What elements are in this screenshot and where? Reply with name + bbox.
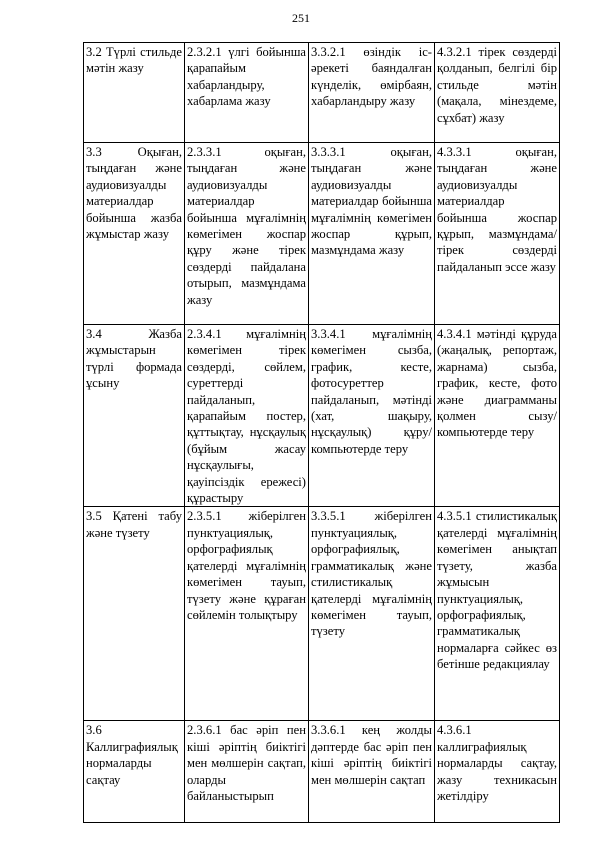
table-row: [84, 43, 560, 143]
objective-cell: 3.2 Түрлі стильде мәтін жазу: [84, 43, 185, 143]
grade-2-cell: 2.3.5.1 жіберілген пунктуациялық, орфографиялық қателерді мұғалімнің көмегімен тауып, түзету және құраған сөйлемін толықтыру: [185, 507, 309, 721]
grade-4-cell: 4.3.6.1 каллиграфиялық нормаларды сақтау, жазу техникасын жетілдіру: [435, 721, 560, 823]
grade-2-cell: 2.3.3.1 оқыған, тыңдаған және аудиовизуалды материалдар бойынша мұғалімнің көмегімен жоспар құру және тірек сөздерді пайдалана отырып, мазмұндама жазу: [185, 143, 309, 325]
grade-2-cell: 2.3.4.1 мұғалімнің көмегімен тірек сөздерді, сөйлем, суреттерді пайдаланып, қарапайым постер, құттықтау, нұсқаулық (бұйым жасау нұсқаулығы, қауіпсіздік ережесі) құрастыру: [185, 325, 309, 507]
grade-3-cell: 3.3.6.1 кең жолды дәптерде бас әріп пен кіші әріптің биіктігі мен мөлшерін сақтап: [309, 721, 435, 823]
grade-4-cell: 4.3.5.1 стилистикалық қателерді мұғалімнің көмегімен анықтап түзету, жазба жұмысын пунктуациялық, орфографиялық, грамматикалық нормаларға сәйкес өз бетінше редакциялау: [435, 507, 560, 721]
grade-3-cell: 3.3.2.1 өзіндік іс-әрекеті баяндалған күнделік, өмірбаян, хабарландыру жазу: [309, 43, 435, 143]
grade-2-cell: 2.3.2.1 үлгі бойынша қарапайым хабарландыру, хабарлама жазу: [185, 43, 309, 143]
objective-cell: 3.3 Оқыған, тыңдаған және аудиовизуалды материалдар бойынша жазба жұмыстар жазу: [84, 143, 185, 325]
table-row: [84, 325, 560, 507]
grade-3-cell: 3.3.5.1 жіберілген пунктуациялық, орфографиялық, грамматикалық және стилистикалық қателерді мұғалімнің көмегімен тауып, түзету: [309, 507, 435, 721]
table-row: [84, 721, 560, 823]
objective-cell: 3.5 Қатені табу және түзету: [84, 507, 185, 721]
objective-cell: 3.4 Жазба жұмыстарын түрлі формада ұсыну: [84, 325, 185, 507]
table-row: [84, 507, 560, 721]
page-number: 251: [292, 11, 310, 25]
objective-cell: 3.6 Каллиграфиялық нормаларды сақтау: [84, 721, 185, 823]
grade-4-cell: 4.3.4.1 мәтінді құруда (жаңалық, репортаж, жарнама) сызба, график, кесте, фото және диаграмманы қолмен сызу/компьютерде теру: [435, 325, 560, 507]
table-row: [84, 143, 560, 325]
curriculum-table: [83, 42, 560, 823]
grade-4-cell: 4.3.3.1 оқыған, тыңдаған және аудиовизуалды материалдар бойынша жоспар құрып, мазмұндама/ тірек сөздерді пайдаланып эссе жазу: [435, 143, 560, 325]
grade-2-cell: 2.3.6.1 бас әріп пен кіші әріптің биіктігі мен мөлшерін сақтап, оларды байланыстырып: [185, 721, 309, 823]
grade-3-cell: 3.3.4.1 мұғалімнің көмегімен сызба, график, кесте, фотосуреттер пайдаланып, мәтінді (хат, шақыру, нұсқаулық) құру/компьютерде теру: [309, 325, 435, 507]
grade-3-cell: 3.3.3.1 оқыған, тыңдаған және аудиовизуалды материалдар бойынша мұғалімнің көмегімен жоспар құрып, мазмұндама жазу: [309, 143, 435, 325]
grade-4-cell: 4.3.2.1 тірек сөздерді қолданып, белгілі бір стильде мәтін (мақала, мінездеме, сұхбат) жазу: [435, 43, 560, 143]
